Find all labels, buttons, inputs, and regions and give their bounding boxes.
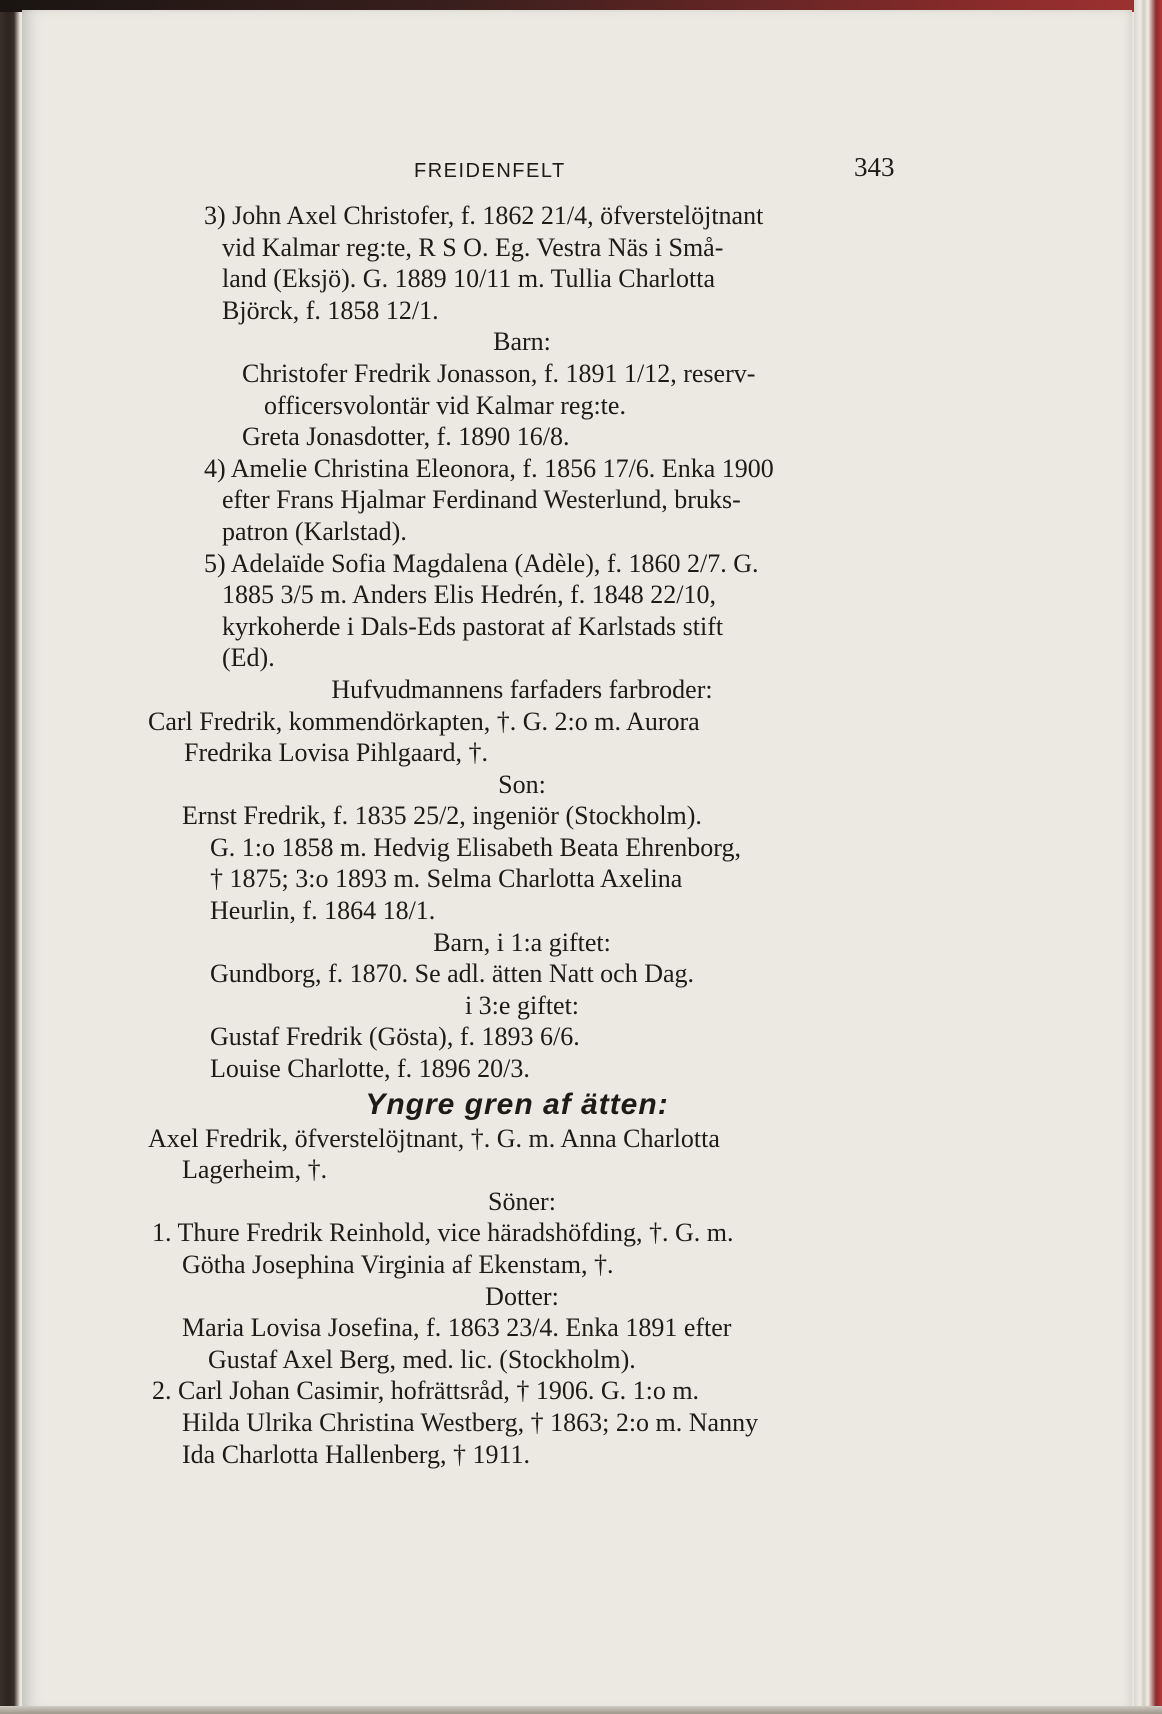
text-line: Gustaf Axel Berg, med. lic. (Stockholm). bbox=[208, 1344, 636, 1374]
text-line: Gundborg, f. 1870. Se adl. ätten Natt och Dag. bbox=[210, 959, 695, 989]
text-line: Björck, f. 1858 12/1. bbox=[222, 295, 439, 325]
text-line: 5) Adelaïde Sofia Magdalena (Adèle), f. 1860 2/7. G. bbox=[204, 548, 759, 578]
text-line: patron (Karlstad). bbox=[222, 516, 407, 546]
text-line: Axel Fredrik, öfverstelöjtnant, †. G. m. Anna Charlotta bbox=[148, 1123, 720, 1153]
text-line: kyrkoherde i Dals-Eds pastorat af Karlstads stift bbox=[222, 611, 724, 641]
text-line: 4) Amelie Christina Eleonora, f. 1856 17/6. Enka 1900 bbox=[204, 453, 774, 483]
text-line: Maria Lovisa Josefina, f. 1863 23/4. Enka 1891 efter bbox=[182, 1313, 732, 1343]
text-line: 3) John Axel Christofer, f. 1862 21/4, öfverstelöjtnant bbox=[204, 201, 764, 230]
text-line: Christofer Fredrik Jonasson, f. 1891 1/12, reserv- bbox=[242, 358, 756, 388]
running-title: FREIDENFELT bbox=[414, 160, 566, 182]
page-header bbox=[22, 152, 1132, 192]
text-line: efter Frans Hjalmar Ferdinand Westerlund, bruks- bbox=[222, 485, 741, 515]
text-line: Lagerheim, †. bbox=[182, 1155, 328, 1185]
subheading-line: Dotter: bbox=[485, 1281, 559, 1311]
text-line: † 1875; 3:o 1893 m. Selma Charlotta Axelina bbox=[210, 864, 683, 894]
body-text bbox=[122, 200, 952, 1470]
text-line: 2. Carl Johan Casimir, hofrättsråd, † 1906. G. 1:o m. bbox=[152, 1376, 700, 1406]
text-line: (Ed). bbox=[222, 643, 275, 673]
text-line: 1885 3/5 m. Anders Elis Hedrén, f. 1848 22/10, bbox=[222, 580, 716, 610]
page-number: 343 bbox=[854, 152, 895, 182]
text-line: officersvolontär vid Kalmar reg:te. bbox=[264, 390, 626, 420]
text-line: Hilda Ulrika Christina Westberg, † 1863; 2:o m. Nanny bbox=[182, 1407, 759, 1437]
text-line: Ernst Fredrik, f. 1835 25/2, ingeniör (Stockholm). bbox=[182, 801, 702, 831]
text-line: land (Eksjö). G. 1889 10/11 m. Tullia Charlotta bbox=[222, 264, 716, 294]
text-line: Gustaf Fredrik (Gösta), f. 1893 6/6. bbox=[210, 1022, 580, 1052]
subheading-line: Barn: bbox=[493, 327, 551, 357]
text-line: Ida Charlotta Hallenberg, † 1911. bbox=[182, 1439, 531, 1469]
page-sheet bbox=[22, 10, 1132, 1710]
text-line: G. 1:o 1858 m. Hedvig Elisabeth Beata Ehrenborg, bbox=[210, 832, 741, 862]
text-line: Götha Josephina Virginia af Ekenstam, †. bbox=[182, 1250, 614, 1279]
text-line: Greta Jonasdotter, f. 1890 16/8. bbox=[242, 422, 570, 452]
subheading-line: Barn, i 1:a giftet: bbox=[433, 927, 611, 957]
text-line: 1. Thure Fredrik Reinhold, vice häradshöfding, †. G. m. bbox=[152, 1218, 734, 1248]
subheading-line: i 3:e giftet: bbox=[464, 990, 580, 1020]
text-line: Carl Fredrik, kommendörkapten, †. G. 2:o m. Aurora bbox=[148, 706, 700, 736]
subheading-line: Hufvudmannens farfaders farbroder: bbox=[331, 674, 713, 704]
text-line: Louise Charlotte, f. 1896 20/3. bbox=[210, 1054, 530, 1084]
text-line: Fredrika Lovisa Pihlgaard, †. bbox=[184, 738, 488, 768]
book-bottom-edge bbox=[0, 1706, 1162, 1714]
book-page-edges bbox=[1134, 0, 1162, 1714]
text-line: Heurlin, f. 1864 18/1. bbox=[210, 896, 436, 926]
subheading-line: Son: bbox=[498, 769, 546, 799]
subheading-line: Söner: bbox=[488, 1186, 556, 1216]
section-heading: Yngre gren af ätten: bbox=[365, 1087, 669, 1121]
text-line: vid Kalmar reg:te, R S O. Eg. Vestra Näs i Små- bbox=[222, 232, 724, 262]
